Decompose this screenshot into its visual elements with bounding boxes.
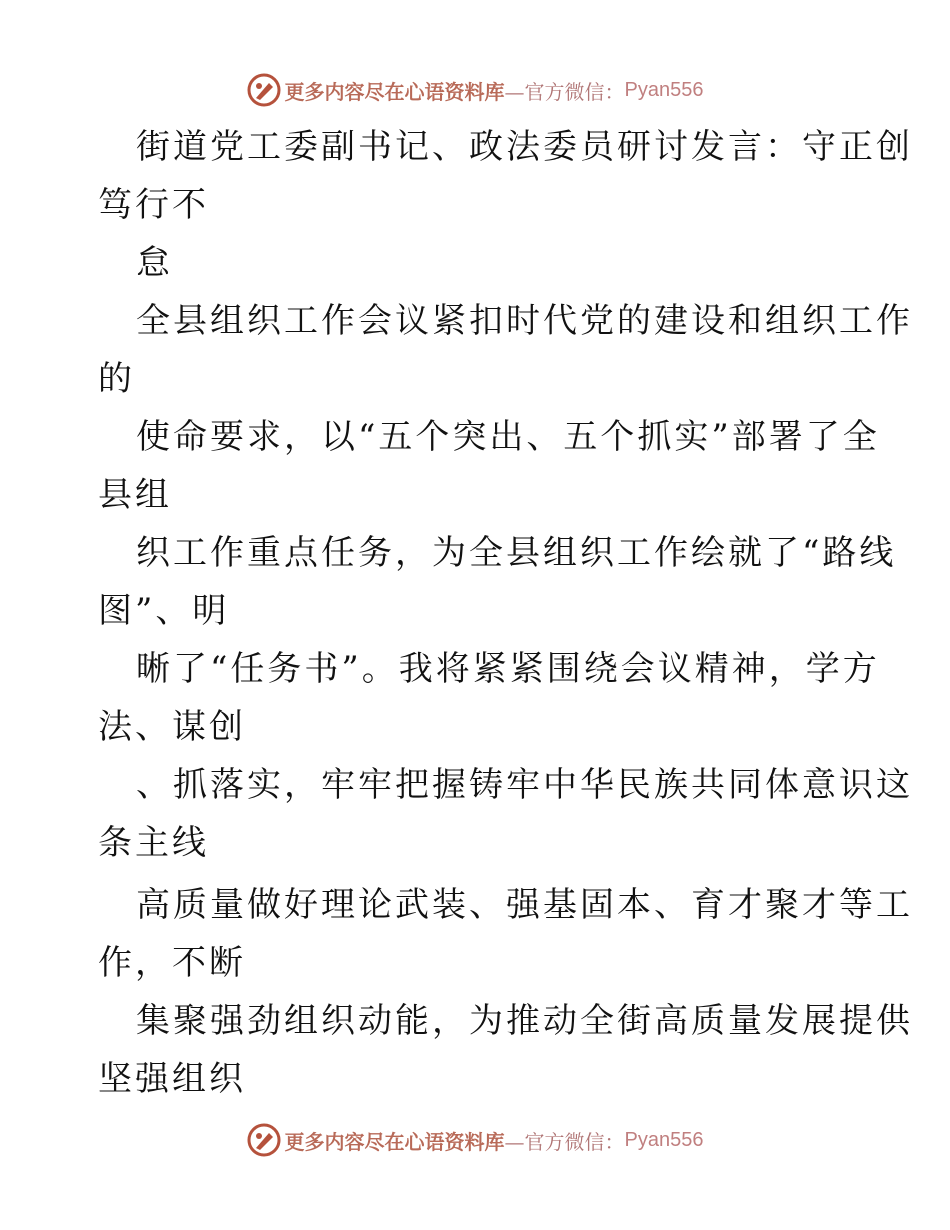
watermark-handle-text: Pyan556 xyxy=(624,78,704,101)
body-line: 集聚强劲组织动能，为推动全街高质量发展提供 xyxy=(136,1001,913,1041)
watermark-tail-text: —官方微信： xyxy=(504,79,625,104)
body-line: 条主线 xyxy=(98,823,209,863)
body-line: 法、谋创 xyxy=(98,707,246,747)
body-line: 全县组织工作会议紧扣时代党的建设和组织工作 xyxy=(136,301,913,341)
pen-logo-icon xyxy=(247,1123,281,1157)
watermark-tail-text: —官方微信： xyxy=(504,1129,625,1154)
body-line: 县组 xyxy=(98,475,172,515)
body-line: 作，不断 xyxy=(98,943,246,983)
body-line: 的 xyxy=(98,359,135,399)
body-line: 使命要求，以“五个突出、五个抓实”部署了全 xyxy=(136,417,880,457)
body-line: 高质量做好理论武装、强基固本、育才聚才等工 xyxy=(136,885,913,925)
body-line: 笃行不 xyxy=(98,185,209,225)
body-line: 晰了“任务书”。我将紧紧围绕会议精神，学方 xyxy=(136,649,880,689)
watermark-banner-top xyxy=(0,70,950,110)
pen-logo-icon xyxy=(247,73,281,107)
body-line: 、抓落实，牢牢把握铸牢中华民族共同体意识这 xyxy=(136,765,913,805)
body-line: 坚强组织 xyxy=(98,1059,246,1099)
watermark-lead-text: 更多内容尽在心语资料库 xyxy=(284,79,505,104)
body-line: 怠 xyxy=(136,243,173,283)
body-line: 图”、明 xyxy=(98,591,230,631)
watermark-lead-text: 更多内容尽在心语资料库 xyxy=(284,1129,505,1154)
watermark-handle-text: Pyan556 xyxy=(624,1128,704,1151)
watermark-banner-bottom xyxy=(0,1120,950,1160)
body-line: 街道党工委副书记、政法委员研讨发言：守正创 xyxy=(136,127,913,167)
body-line: 织工作重点任务，为全县组织工作绘就了“路线 xyxy=(136,533,897,573)
